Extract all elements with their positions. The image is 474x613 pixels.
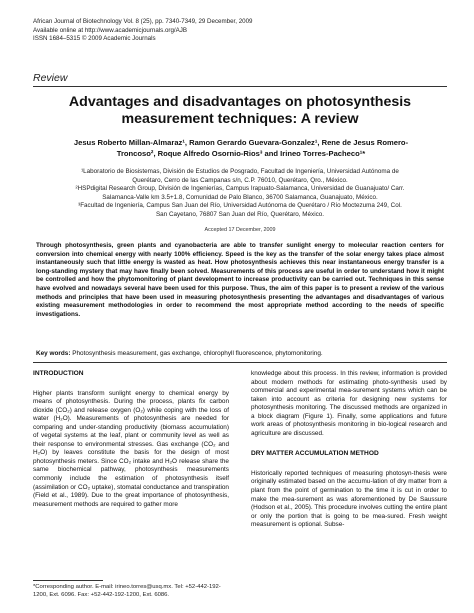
introduction-continued: knowledge about this process. In this review, information is provided about modern methods for estimating photo-synthesis used by commercial and experimental mea-surement systems which can be taken into account as criteria for designing new systems for photosynthesis monitoring. The discussed methods are organized in a block diagram (Figure 1). Finally, some applications and future work areas of photosynthesis monitoring in bio-logical research and agriculture are discussed. bbox=[251, 370, 447, 437]
authors-line-1: Jesus Roberto Millan-Almaraz¹, Ramon Gerardo Guevara-Gonzalez¹, Rene de Jesus Romero- bbox=[73, 138, 409, 147]
affiliation-line: ³Facultad de Ingeniería, Campus San Juan del Río, Universidad Autónoma de Querétaro / Río Moctezuma 249, Col. bbox=[78, 202, 402, 210]
title-line-1: Advantages and disadvantages on photosynthesis bbox=[68, 94, 412, 110]
section-label: Review bbox=[33, 72, 68, 84]
introduction-heading: INTRODUCTION bbox=[33, 370, 84, 377]
title-line-2: measurement techniques: A review bbox=[121, 111, 359, 127]
dry-matter-paragraph: Historically reported techniques of measuring photosyn-thesis were originally estimated based on the accumu-lation of dry matter from a plant from the point of germination to the time it is cut in order to make the mea-surement as was aforementioned by De Saussure (Hodson et al., 2005). This procedure involves cutting the entire plant or only the portion that is going to be mea-sured. Fresh weight measurement is optional. Subse- bbox=[251, 469, 447, 529]
affiliation-line: Salamanca-Valle km 3.5+1.8, Comunidad de Palo Blanco, 36700 Salamanca, Guanajuato, México. bbox=[102, 193, 378, 201]
journal-citation: African Journal of Biotechnology Vol. 8 (25), pp. 7340-7349, 29 December, 2009 bbox=[33, 18, 253, 25]
right-column bbox=[251, 370, 447, 530]
accepted-date: Accepted 17 December, 2009 bbox=[204, 227, 276, 233]
keywords-text: Photosynthesis measurement, gas exchange, chlorophyll fluorescence, phytomonitoring. bbox=[72, 350, 323, 357]
journal-issn: ISSN 1684–5315 © 2009 Academic Journals bbox=[33, 35, 156, 43]
affiliations bbox=[40, 168, 440, 220]
authors-line-2: Troncoso², Roque Alfredo Osornio-Rios³ and Irineo Torres-Pacheco¹* bbox=[116, 148, 366, 158]
affiliation-line: San Cayetano, 76807 San Juan del Río, Querétaro, México. bbox=[155, 210, 325, 218]
affiliation-line: ²HSPdigital Research Group, División de Ingenierías, Campus Irapuato-Salamanca, Universidad de Guanajuato/ Carr. bbox=[75, 185, 405, 193]
corresponding-author-footnote: *Corresponding author. E-mail: irineo.torres@usq.mx. Tel: +52-442-192-1200, Ext. 6096. Fax: +52-442-192-1200, Ext. 6086. bbox=[33, 584, 221, 599]
abstract: Through photosynthesis, green plants and cyanobacteria are able to transfer sunlight energy to molecular reaction centers for conversion into chemical energy with nearly 100% efficiency. Speed is the key as the transfer of the solar energy takes place almost instantaneously such that little energy is wasted as heat. How photosynthesis achieves this near instantaneous energy transfer is a long-standing mystery that may have finally been solved. Measurements of this process are useful in order to understand how it might be controlled and how the phytomonitoring of plant development to increase productivity can be carried out. Techniques in this sense have evolved and nowadays several have been used for this purpose. Thus, the aim of this paper is to present a review of the various methods and principles that have been used in measuring photosynthesis presenting the advantages and disadvantages of various existing measurement methodologies in order to recommend the most appropriate method according to the needs of specific investigations. bbox=[36, 242, 444, 318]
dry-matter-heading: DRY MATTER ACCUMULATION METHOD bbox=[251, 450, 379, 458]
abstract-divider bbox=[33, 362, 447, 363]
affiliation-line: ¹Laboratorio de Biosistemas, División de Estudios de Posgrado, Facultad de Ingeniería, Universidad Autónoma de bbox=[81, 168, 399, 175]
left-column bbox=[33, 370, 229, 509]
footnote-divider bbox=[33, 580, 103, 581]
author-list bbox=[36, 138, 446, 159]
affiliation-line: Querétaro, Cerro de las Campanas s/n, C.P. 76010, Querétaro, Qro., México. bbox=[132, 176, 348, 184]
header-divider bbox=[33, 86, 447, 87]
keywords bbox=[36, 350, 444, 359]
introduction-paragraph: Higher plants transform sunlight energy to chemical energy by means of photosynthesis. During the process, plants fix carbon dioxide (CO₂) and release oxygen (O₂) while coping with the loss of water (H₂O). Measurements of photosynthesis are needed for comparing and under-standing productivity (biomass accumulation) of vegetal systems at the leaf, plant or community level as well as their response to environmental stresses. Gas exchange (CO₂ and H₂O) by leaves constitute the basis for the design of most photosynthesis meters. Since CO₂ intake and H₂O release share the same biochemical pathway, photosynthesis measurements commonly include the estimation of photosynthesis itself (assimilation or CO₂ uptake), stomatal conductance and transpiration (Field et al., 1989). Due to the great importance of photosynthesis, measurement methods are required to gather more bbox=[33, 389, 229, 508]
paper-title bbox=[33, 94, 447, 128]
journal-url: Available online at http://www.academicjournals.org/AJB bbox=[33, 26, 187, 34]
keywords-label: Key words: bbox=[36, 350, 71, 357]
journal-header bbox=[33, 18, 453, 44]
